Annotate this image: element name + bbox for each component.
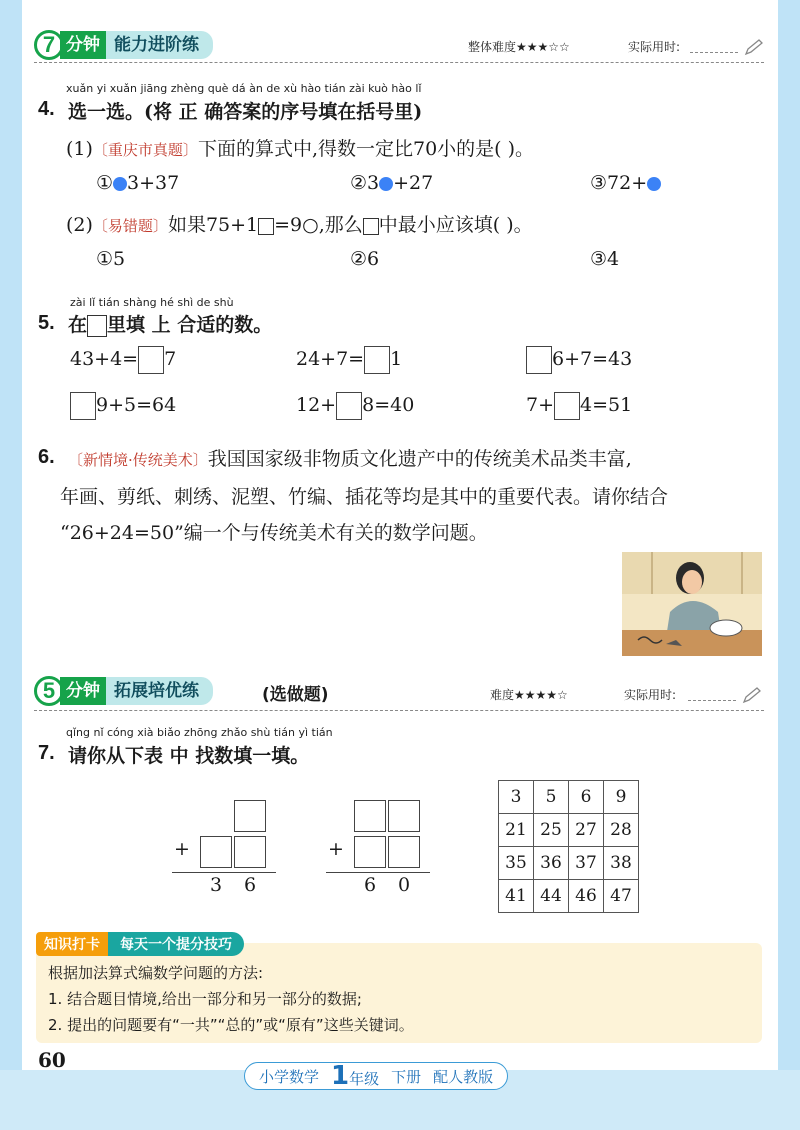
digit-box[interactable] [388,800,420,832]
optional-note: (选做题) [262,685,329,705]
plus-sign: + [174,838,190,860]
blank-box [87,315,107,337]
sum-digit: 6 [364,874,377,896]
difficulty-rating: 难度★★★★☆ [490,688,568,702]
q4-pinyin: xuǎn yi xuǎn jiāng zhèng què dá àn de xù hào tián zài kuò hào lǐ [66,82,422,95]
banner-number: 5 [34,676,64,706]
tip-subtitle: 每天一个提分技巧 [108,932,244,956]
table-cell: 5 [534,781,569,814]
blue-dot-icon [379,177,393,191]
answer-box[interactable] [554,392,580,420]
sum-line [172,872,276,873]
blank-box[interactable] [258,218,274,235]
q6-number: 6. [38,446,55,468]
table-cell: 36 [534,847,569,880]
q5-item-2: 24+7= 1 [296,346,402,374]
table-row [499,814,639,847]
blank-box[interactable] [363,218,379,235]
sum-digit: 0 [398,874,411,896]
footer-term: 下册 [391,1067,422,1086]
q6-line2: 年画、剪纸、刺绣、泥塑、竹编、插花等均是其中的重要代表。请你结合 [60,486,669,508]
q4-title: 选一选。(将 正 确答案的序号填在括号里) [68,101,423,123]
table-cell: 9 [604,781,639,814]
q4-p2-tag: 〔易错题〕 [92,217,168,235]
tip-line-1: 根据加法算式编数学问题的方法: [48,964,264,982]
sum-digit: 3 [210,874,223,896]
banner-number: 7 [34,30,64,60]
craftswoman-illustration [622,552,762,656]
banner-minute: 分钟 [60,677,106,705]
digit-box[interactable] [234,800,266,832]
q5-item-1: 43+4= 7 [70,346,176,374]
table-cell: 41 [499,880,534,913]
table-cell: 21 [499,814,534,847]
q4-p1-option-b[interactable]: ②3 +27 [350,172,434,194]
tip-header [36,932,244,956]
table-cell: 28 [604,814,639,847]
q5-item-5: 12+ 8=40 [296,392,414,420]
tip-line-2: 1. 结合题目情境,给出一部分和另一部分的数据; [48,990,362,1008]
q6-tag: 〔新情境·传统美术〕 [68,451,208,469]
banner-name: 能力进阶练 [106,31,213,59]
footer-subject: 小学数学 [259,1067,320,1086]
q5-title: 在 里填 上 合适的数。 [68,314,273,336]
q5-item-3: 6+7=43 [526,346,632,374]
q4-p1-tag: 〔重庆市真题〕 [92,141,198,159]
footer-grade: 年级 [349,1070,380,1088]
divider [34,62,764,63]
q4-p2-option-a[interactable]: ①5 [96,248,126,270]
q5-number: 5. [38,312,55,334]
section-banner-extension [34,676,213,706]
page-frame-right [778,0,800,1130]
table-cell: 35 [499,847,534,880]
answer-box[interactable] [138,346,164,374]
sum-digit: 6 [244,874,257,896]
digit-box[interactable] [354,800,386,832]
pencil-icon [744,38,764,56]
sum-line [326,872,430,873]
blue-dot-icon [647,177,661,191]
table-cell: 25 [534,814,569,847]
table-row [499,847,639,880]
time-used-blank[interactable] [690,52,738,53]
answer-box[interactable] [364,346,390,374]
q4-p1-option-a[interactable]: ① 3+37 [96,172,180,194]
q7-number: 7. [38,742,55,764]
q5-item-6: 7+ 4=51 [526,392,632,420]
plus-sign: + [328,838,344,860]
tip-label: 知识打卡 [36,932,108,956]
q7-pinyin: qǐng nǐ cóng xià biǎo zhōng zhǎo shù tián yì tián [66,726,333,739]
table-cell: 27 [569,814,604,847]
time-used-label: 实际用时: [624,688,677,702]
q4-p2-option-b[interactable]: ②6 [350,248,380,270]
q4-part1 [66,134,534,161]
tip-line-3: 2. 提出的问题要有“一共”“总的”或“原有”这些关键词。 [48,1016,414,1034]
q4-part2: (2)〔易错题〕如果75+1 =9○,那么 中最小应该填( )。 [66,214,533,236]
q4-number: 4. [38,98,55,120]
table-cell: 37 [569,847,604,880]
q4-p1-prefix: (1) [66,138,93,160]
table-cell: 38 [604,847,639,880]
q5-item-4: 9+5=64 [70,392,176,420]
footer-grade-number: 1 [331,1061,350,1091]
q4-p1-option-c[interactable]: ③72+ [590,172,661,194]
section-banner-ability [34,30,213,60]
footer-edition: 配人教版 [433,1067,494,1086]
q5-pinyin: zài lǐ tián shàng hé shì de shù [70,296,234,309]
digit-box[interactable] [200,836,232,868]
q6-line1: 〔新情境·传统美术〕我国国家级非物质文化遗产中的传统美术品类丰富, [68,448,632,470]
table-cell: 44 [534,880,569,913]
pencil-icon [742,686,762,704]
time-used-label: 实际用时: [628,40,681,54]
banner-name: 拓展培优练 [106,677,213,705]
digit-box[interactable] [388,836,420,868]
time-used-blank[interactable] [688,700,736,701]
table-row [499,880,639,913]
blue-dot-icon [113,177,127,191]
q7-title: 请你从下表 中 找数填一填。 [68,745,310,767]
table-cell: 3 [499,781,534,814]
table-cell: 46 [569,880,604,913]
q6-line3: “26+24=50”编一个与传统美术有关的数学问题。 [60,522,488,544]
digit-box[interactable] [354,836,386,868]
banner-minute: 分钟 [60,31,106,59]
q4-p2-option-c[interactable]: ③4 [590,248,620,270]
answer-box[interactable] [336,392,362,420]
answer-box[interactable] [526,346,552,374]
table-cell: 6 [569,781,604,814]
page-number: 60 [38,1048,66,1072]
number-table [498,780,639,913]
q4-p1-text: 下面的算式中,得数一定比70小的是( )。 [197,138,535,160]
answer-box[interactable] [70,392,96,420]
table-row [499,781,639,814]
book-footer [244,1062,508,1090]
page-frame-left [0,0,22,1130]
digit-box[interactable] [234,836,266,868]
table-cell: 47 [604,880,639,913]
divider [34,710,764,711]
difficulty-rating: 整体难度★★★☆☆ [468,40,570,54]
